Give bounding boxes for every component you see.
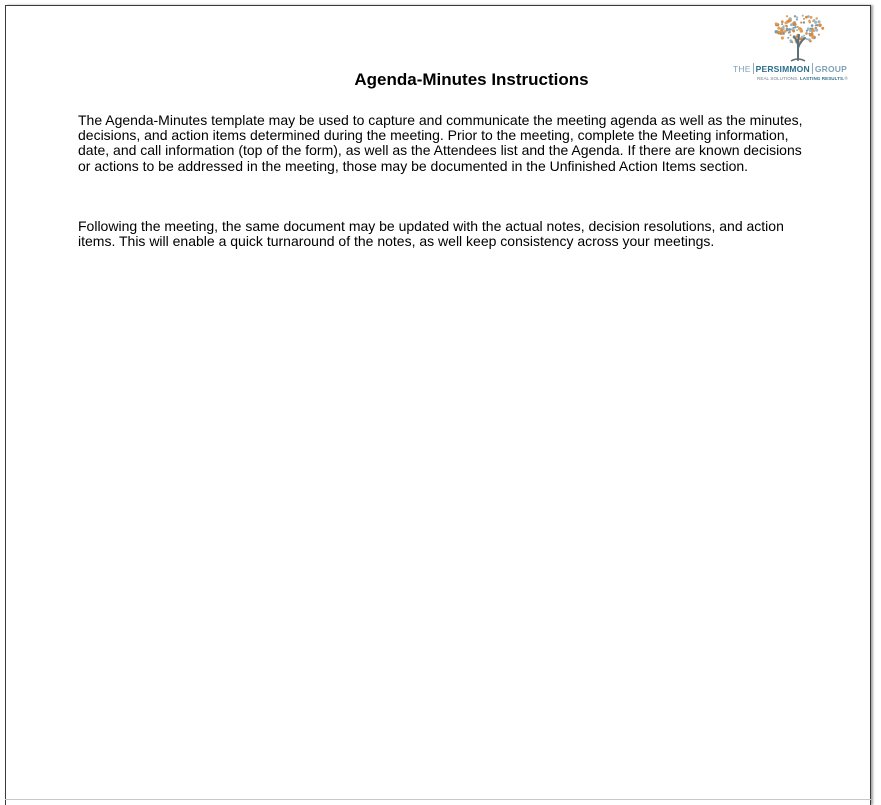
tree-leaf <box>796 19 798 21</box>
tree-leaf <box>777 27 780 30</box>
tree-leaf <box>792 30 795 33</box>
tree-leaf <box>787 37 789 39</box>
page-bottom-divider <box>5 799 871 800</box>
tree-leaf <box>808 38 811 41</box>
tree-leaf <box>781 23 783 25</box>
logo-persimmon-text: PERSIMMON <box>755 63 810 74</box>
tree-leaf <box>794 26 796 28</box>
persimmon-tree-icon <box>771 10 827 62</box>
tree-leaf <box>775 24 777 26</box>
tree-leaf <box>789 39 792 42</box>
tree-leaf <box>818 34 820 36</box>
tree-leaf <box>810 28 812 30</box>
tree-leaf <box>784 22 786 24</box>
tree-leaf <box>790 23 793 26</box>
tree-leaf <box>808 33 810 35</box>
tree-leaf <box>817 20 820 23</box>
tree-leaf <box>806 38 808 40</box>
tree-leaf <box>815 29 818 32</box>
logo-divider <box>812 63 813 74</box>
tree-leaf <box>797 26 799 28</box>
company-logo <box>733 10 865 90</box>
tree-leaf <box>787 19 790 22</box>
logo-tagline-part-b: LASTING RESULTS. <box>799 76 845 81</box>
tree-leaf <box>802 15 804 17</box>
tree-leaf <box>803 18 805 20</box>
tree-leaf <box>816 24 818 26</box>
tree-leaf <box>806 30 808 32</box>
logo-divider <box>753 63 754 74</box>
tree-leaf <box>815 17 817 19</box>
tree-leaf <box>799 28 802 31</box>
tree-leaf <box>781 36 784 39</box>
logo-tagline <box>757 76 865 81</box>
logo-wordmark <box>733 62 865 75</box>
tree-leaf <box>800 22 802 24</box>
tree-leaf <box>785 25 787 27</box>
tree-leaf <box>788 32 790 34</box>
tree-leaf <box>818 23 821 26</box>
tree-leaf <box>803 35 805 37</box>
logo-group-text: GROUP <box>814 63 848 74</box>
tree-leaf <box>796 16 798 18</box>
logo-tagline-part-a: REAL SOLUTIONS. <box>757 76 799 81</box>
tree-leaf <box>786 15 788 17</box>
tree-leaf <box>777 31 780 34</box>
tree-leaf <box>821 27 824 30</box>
instructions-paragraph: Following the meeting, the same document may be updated with the actual notes, decision resolutions, and action items. This will enable a quick turnaround of the notes, as well keep consistency across your meetings. <box>78 218 784 250</box>
tree-leaf <box>781 26 784 29</box>
tree-leaf <box>809 29 812 32</box>
instructions-paragraph: The Agenda-Minutes template may be used to capture and communicate the meeting agenda as well as the minutes, decisions, and action items determined during the meeting. Prior to the meeting, complete the Meeting information, date, and call information (top of the form), as well as the Attendees list and the Agenda. If there are known decisions or actions to be addressed in the meeting, those may be documented in the Unfinished Action Items section. <box>78 112 803 174</box>
tree-leaf <box>779 32 782 35</box>
tree-leaf <box>803 21 805 23</box>
tree-leaf <box>781 20 784 23</box>
tree-leaf <box>794 15 796 17</box>
page-title: Agenda-Minutes Instructions <box>354 70 589 89</box>
tree-leaf <box>813 19 815 21</box>
tree-leaf <box>805 16 808 19</box>
tree-leaf <box>811 24 814 27</box>
tree-leaf <box>808 20 811 23</box>
tree-leaf <box>810 16 813 19</box>
tree-leaf <box>810 33 813 36</box>
tree-leaf <box>811 36 814 39</box>
tree-leaf <box>786 28 789 31</box>
tree-leaf <box>805 32 808 35</box>
tree-leaf <box>796 29 798 31</box>
logo-the-text: THE <box>733 63 751 74</box>
tree-leaf <box>790 34 792 36</box>
tree-leaf <box>791 41 793 43</box>
logo-tagline-mark: ® <box>844 76 848 81</box>
